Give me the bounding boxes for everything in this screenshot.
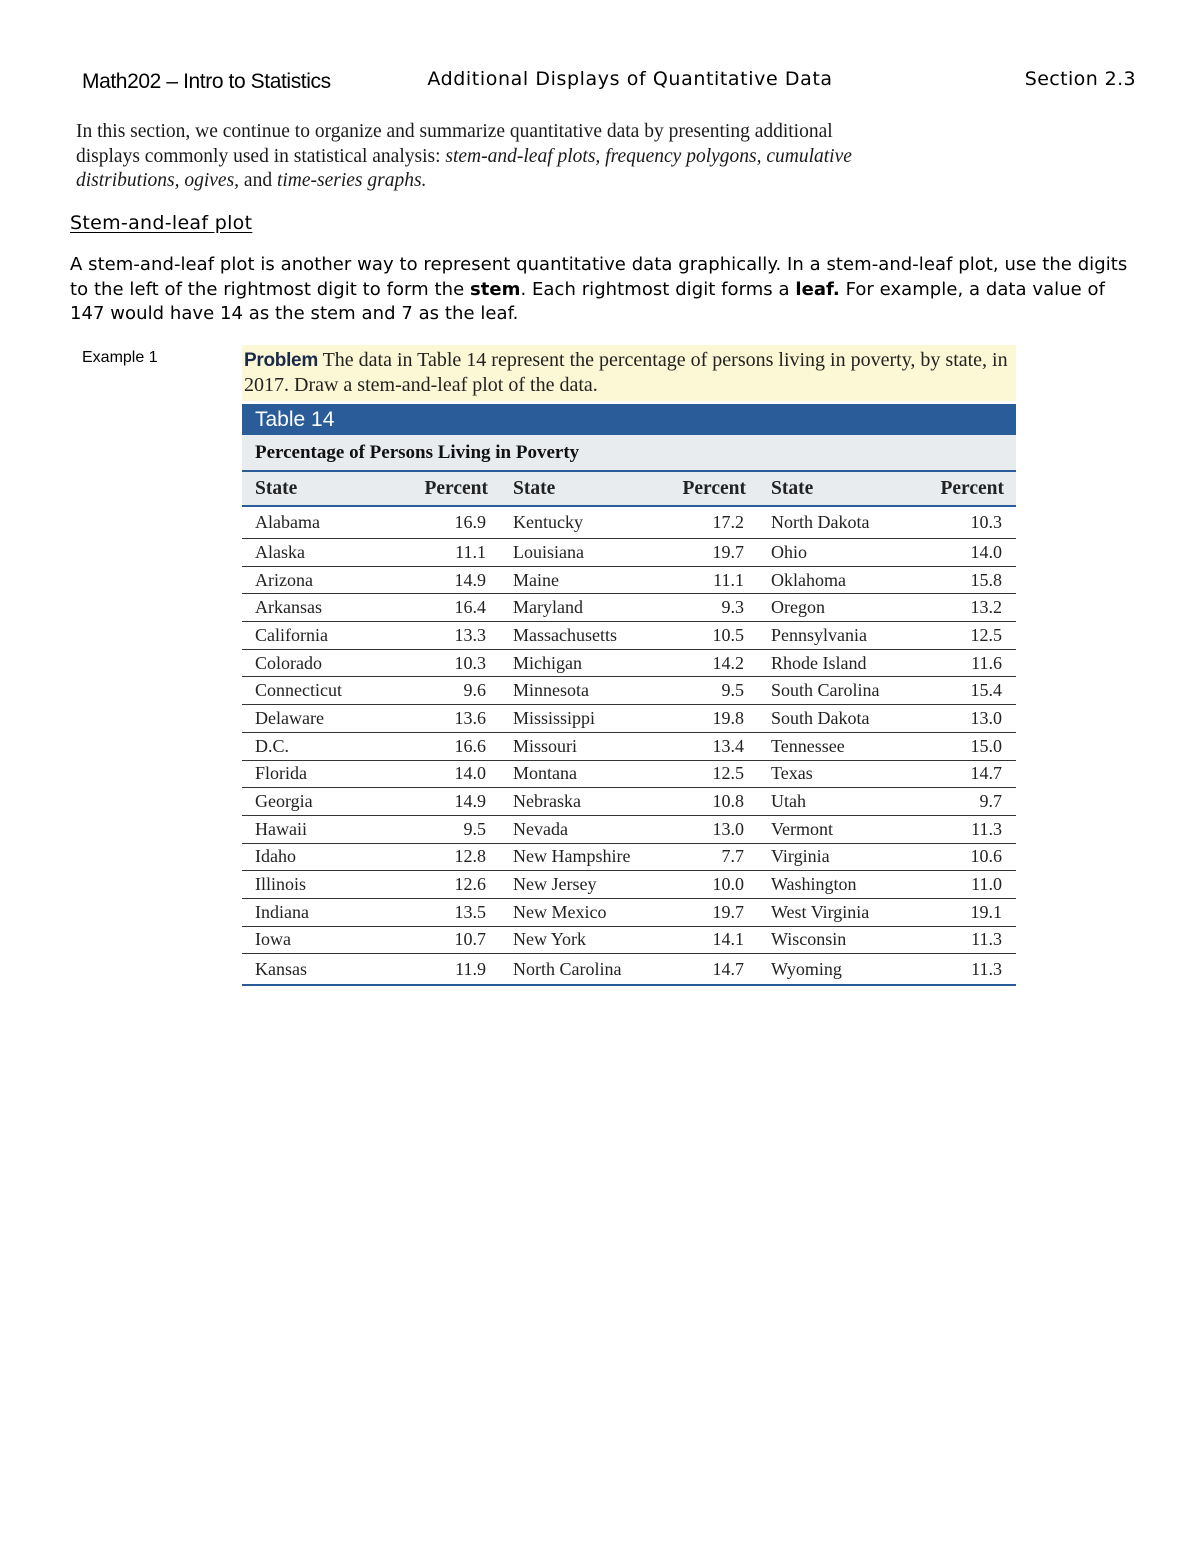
intro-paragraph bbox=[76, 120, 876, 194]
percent-cell: 7.7 bbox=[650, 843, 758, 871]
state-cell: Maine bbox=[500, 566, 650, 594]
percent-cell: 16.4 bbox=[392, 594, 500, 622]
header-section: Section 2.3 bbox=[1024, 68, 1136, 90]
state-cell: Minnesota bbox=[500, 677, 650, 705]
percent-cell: 12.5 bbox=[908, 622, 1016, 650]
state-cell: Rhode Island bbox=[758, 649, 908, 677]
percent-cell: 13.6 bbox=[392, 705, 500, 733]
header-percent-3: Percent bbox=[908, 472, 1016, 506]
state-cell: D.C. bbox=[242, 732, 392, 760]
percent-cell: 17.2 bbox=[650, 506, 758, 539]
intro-text: In this section, we continue to organize and summarize quantitative data by presenting additional displays commonly used in statistical analysis: bbox=[76, 121, 833, 167]
state-cell: Nevada bbox=[500, 815, 650, 843]
leaf-word: leaf. bbox=[795, 278, 840, 300]
problem-label: Problem bbox=[244, 350, 318, 371]
percent-cell: 13.3 bbox=[392, 622, 500, 650]
state-cell: North Dakota bbox=[758, 506, 908, 539]
state-cell: Arizona bbox=[242, 566, 392, 594]
percent-cell: 10.8 bbox=[650, 788, 758, 816]
paragraph-part3: For example, a data value of 147 would have 14 as the stem and 7 as the leaf. bbox=[70, 278, 1106, 324]
percent-cell: 19.7 bbox=[650, 898, 758, 926]
state-cell: Pennsylvania bbox=[758, 622, 908, 650]
percent-cell: 13.4 bbox=[650, 732, 758, 760]
state-cell: Montana bbox=[500, 760, 650, 788]
table-row bbox=[242, 843, 1016, 871]
poverty-table bbox=[242, 472, 1016, 986]
table-row bbox=[242, 954, 1016, 986]
table-row bbox=[242, 566, 1016, 594]
percent-cell: 11.9 bbox=[392, 954, 500, 986]
percent-cell: 19.8 bbox=[650, 705, 758, 733]
state-cell: Tennessee bbox=[758, 732, 908, 760]
table-row bbox=[242, 732, 1016, 760]
state-cell: Virginia bbox=[758, 843, 908, 871]
state-cell: Oregon bbox=[758, 594, 908, 622]
percent-cell: 14.2 bbox=[650, 649, 758, 677]
percent-cell: 11.3 bbox=[908, 926, 1016, 954]
percent-cell: 12.5 bbox=[650, 760, 758, 788]
percent-cell: 9.7 bbox=[908, 788, 1016, 816]
definition-paragraph bbox=[70, 253, 1145, 327]
percent-cell: 14.1 bbox=[650, 926, 758, 954]
percent-cell: 14.0 bbox=[908, 539, 1016, 567]
state-cell: New Jersey bbox=[500, 871, 650, 899]
state-cell: South Dakota bbox=[758, 705, 908, 733]
percent-cell: 19.7 bbox=[650, 539, 758, 567]
percent-cell: 11.1 bbox=[650, 566, 758, 594]
header-percent-2: Percent bbox=[650, 472, 758, 506]
percent-cell: 11.1 bbox=[392, 539, 500, 567]
state-cell: Connecticut bbox=[242, 677, 392, 705]
state-cell: Missouri bbox=[500, 732, 650, 760]
state-cell: Mississippi bbox=[500, 705, 650, 733]
percent-cell: 16.6 bbox=[392, 732, 500, 760]
percent-cell: 13.0 bbox=[650, 815, 758, 843]
state-cell: North Carolina bbox=[500, 954, 650, 986]
table-row bbox=[242, 760, 1016, 788]
percent-cell: 14.9 bbox=[392, 566, 500, 594]
header-state-3: State bbox=[758, 472, 908, 506]
percent-cell: 13.0 bbox=[908, 705, 1016, 733]
state-cell: Alabama bbox=[242, 506, 392, 539]
state-cell: Wisconsin bbox=[758, 926, 908, 954]
percent-cell: 12.8 bbox=[392, 843, 500, 871]
state-cell: Louisiana bbox=[500, 539, 650, 567]
percent-cell: 10.7 bbox=[392, 926, 500, 954]
header-course: Math202 – Intro to Statistics bbox=[82, 70, 331, 93]
percent-cell: 16.9 bbox=[392, 506, 500, 539]
state-cell: Georgia bbox=[242, 788, 392, 816]
state-cell: Wyoming bbox=[758, 954, 908, 986]
state-cell: Massachusetts bbox=[500, 622, 650, 650]
state-cell: Texas bbox=[758, 760, 908, 788]
table-title: Table 14 bbox=[242, 404, 1016, 435]
state-cell: Alaska bbox=[242, 539, 392, 567]
percent-cell: 11.0 bbox=[908, 871, 1016, 899]
state-cell: Kansas bbox=[242, 954, 392, 986]
table-row bbox=[242, 677, 1016, 705]
percent-cell: 14.7 bbox=[650, 954, 758, 986]
percent-cell: 12.6 bbox=[392, 871, 500, 899]
header-topic: Additional Displays of Quantitative Data bbox=[427, 68, 833, 90]
paragraph-part2: . Each rightmost digit forms a bbox=[520, 278, 796, 300]
percent-cell: 13.2 bbox=[908, 594, 1016, 622]
state-cell: Arkansas bbox=[242, 594, 392, 622]
intro-italic-2: time-series graphs. bbox=[276, 170, 427, 191]
table-header-row bbox=[242, 472, 1016, 506]
percent-cell: 9.5 bbox=[392, 815, 500, 843]
section-title: Stem-and-leaf plot bbox=[70, 212, 253, 234]
table-container bbox=[242, 404, 1016, 986]
table-row bbox=[242, 871, 1016, 899]
percent-cell: 11.3 bbox=[908, 815, 1016, 843]
percent-cell: 10.6 bbox=[908, 843, 1016, 871]
state-cell: Utah bbox=[758, 788, 908, 816]
state-cell: Vermont bbox=[758, 815, 908, 843]
state-cell: Kentucky bbox=[500, 506, 650, 539]
problem-box bbox=[242, 345, 1016, 401]
percent-cell: 10.5 bbox=[650, 622, 758, 650]
percent-cell: 11.3 bbox=[908, 954, 1016, 986]
percent-cell: 11.6 bbox=[908, 649, 1016, 677]
stem-word: stem bbox=[469, 278, 521, 300]
problem-statement: The data in Table 14 represent the percentage of persons living in poverty, by state, in 2017. Draw a stem-and-leaf plot of the data. bbox=[244, 349, 1008, 396]
table-row bbox=[242, 506, 1016, 539]
table-row bbox=[242, 594, 1016, 622]
table-row bbox=[242, 539, 1016, 567]
state-cell: Oklahoma bbox=[758, 566, 908, 594]
table-row bbox=[242, 622, 1016, 650]
state-cell: Washington bbox=[758, 871, 908, 899]
percent-cell: 10.3 bbox=[392, 649, 500, 677]
state-cell: New York bbox=[500, 926, 650, 954]
state-cell: California bbox=[242, 622, 392, 650]
state-cell: Florida bbox=[242, 760, 392, 788]
header-percent-1: Percent bbox=[392, 472, 500, 506]
state-cell: Maryland bbox=[500, 594, 650, 622]
state-cell: Michigan bbox=[500, 649, 650, 677]
state-cell: Indiana bbox=[242, 898, 392, 926]
intro-italic-1: stem-and-leaf plots, frequency polygons, cumulative distributions, ogives, bbox=[76, 145, 852, 191]
table-row bbox=[242, 649, 1016, 677]
state-cell: Hawaii bbox=[242, 815, 392, 843]
percent-cell: 13.5 bbox=[392, 898, 500, 926]
state-cell: Illinois bbox=[242, 871, 392, 899]
percent-cell: 10.3 bbox=[908, 506, 1016, 539]
table-row bbox=[242, 898, 1016, 926]
state-cell: New Hampshire bbox=[500, 843, 650, 871]
state-cell: New Mexico bbox=[500, 898, 650, 926]
percent-cell: 14.7 bbox=[908, 760, 1016, 788]
table-subtitle: Percentage of Persons Living in Poverty bbox=[242, 435, 1016, 472]
header-state-1: State bbox=[242, 472, 392, 506]
intro-and: and bbox=[239, 170, 277, 191]
state-cell: Iowa bbox=[242, 926, 392, 954]
percent-cell: 14.0 bbox=[392, 760, 500, 788]
state-cell: Colorado bbox=[242, 649, 392, 677]
percent-cell: 15.0 bbox=[908, 732, 1016, 760]
percent-cell: 19.1 bbox=[908, 898, 1016, 926]
state-cell: Delaware bbox=[242, 705, 392, 733]
percent-cell: 14.9 bbox=[392, 788, 500, 816]
table-row bbox=[242, 788, 1016, 816]
state-cell: Ohio bbox=[758, 539, 908, 567]
percent-cell: 10.0 bbox=[650, 871, 758, 899]
paragraph-part1: A stem-and-leaf plot is another way to represent quantitative data graphically. In a stem-and-leaf plot, use the digits to the left of the rightmost digit to form the bbox=[70, 254, 1128, 300]
header-state-2: State bbox=[500, 472, 650, 506]
state-cell: Idaho bbox=[242, 843, 392, 871]
percent-cell: 9.6 bbox=[392, 677, 500, 705]
table-row bbox=[242, 926, 1016, 954]
table-row bbox=[242, 815, 1016, 843]
problem-text bbox=[244, 348, 1016, 398]
percent-cell: 9.3 bbox=[650, 594, 758, 622]
percent-cell: 15.8 bbox=[908, 566, 1016, 594]
state-cell: West Virginia bbox=[758, 898, 908, 926]
percent-cell: 9.5 bbox=[650, 677, 758, 705]
example-label: Example 1 bbox=[82, 349, 158, 366]
state-cell: South Carolina bbox=[758, 677, 908, 705]
state-cell: Nebraska bbox=[500, 788, 650, 816]
percent-cell: 15.4 bbox=[908, 677, 1016, 705]
table-row bbox=[242, 705, 1016, 733]
